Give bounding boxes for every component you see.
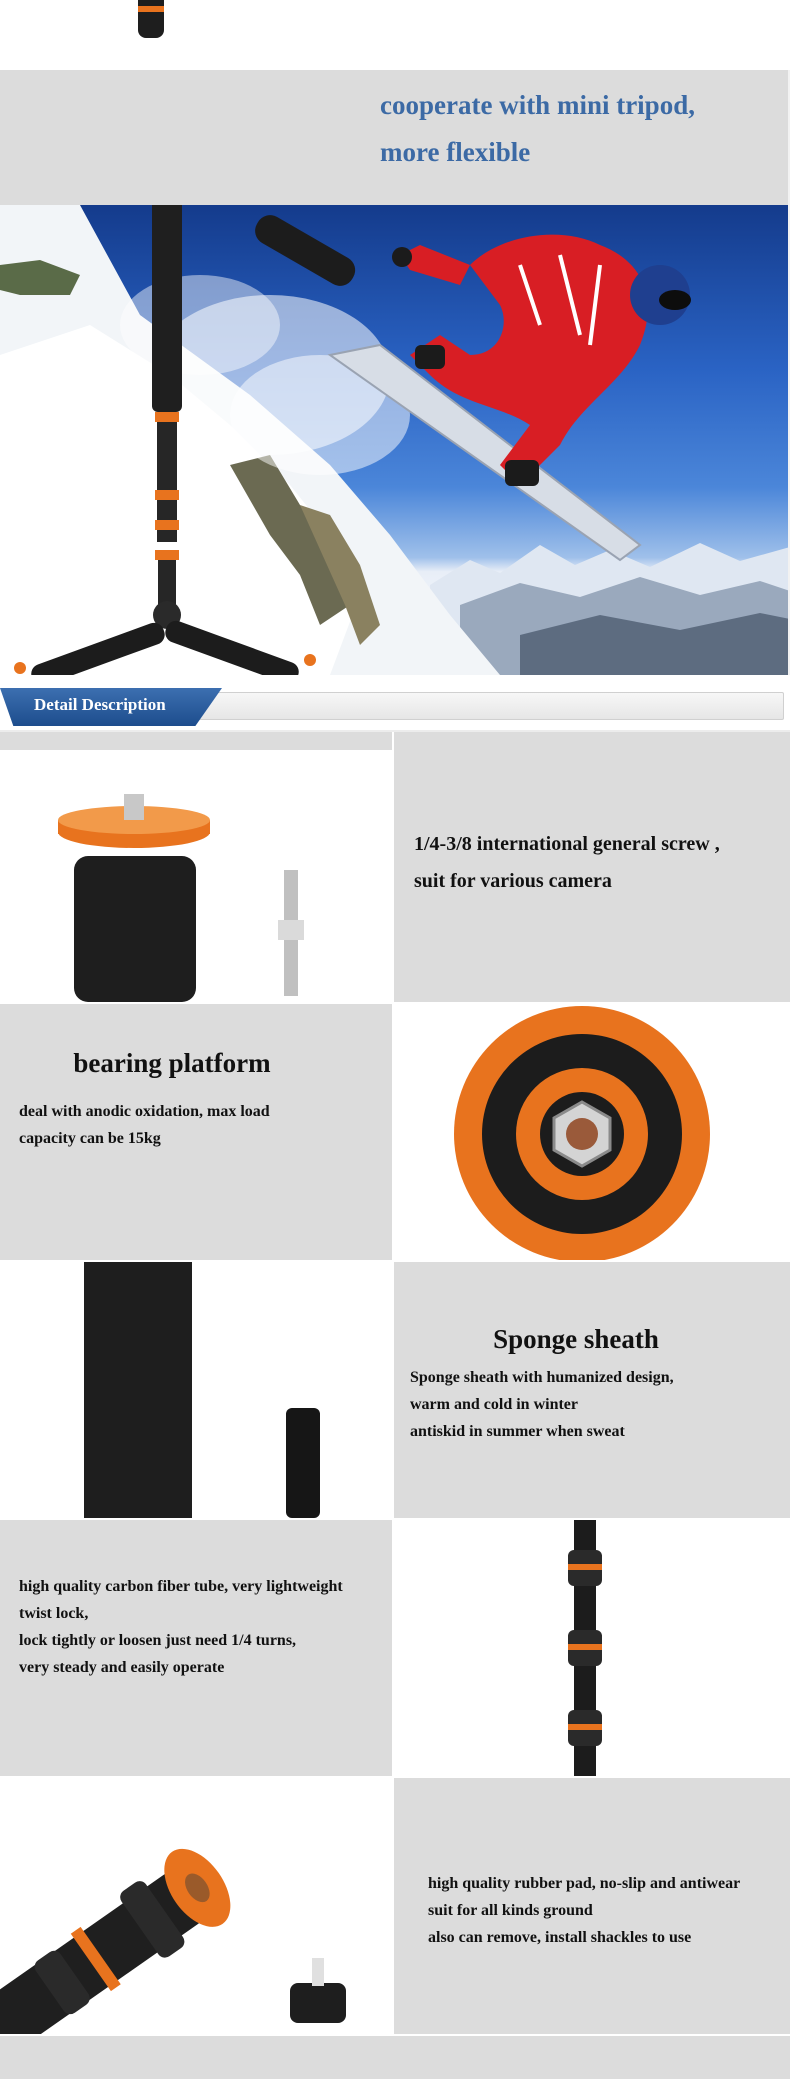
bottom-divider: [0, 2034, 790, 2036]
rubber-line-2: suit for all kinds ground: [428, 1902, 593, 1919]
hero-title: [380, 82, 780, 176]
bearing-line-2: capacity can be 15kg: [19, 1130, 161, 1147]
tube-line-4: very steady and easily operate: [19, 1659, 225, 1676]
hero-title-line-1: cooperate with mini tripod,: [380, 90, 695, 120]
sponge-illustration: [0, 1262, 392, 1518]
sponge-sheath-image: [0, 1262, 392, 1518]
sponge-line-2: warm and cold in winter: [410, 1396, 578, 1413]
monopod-with-tripod-image: [0, 205, 380, 675]
tube-description: [19, 1573, 387, 1681]
top-product-stub: [0, 0, 790, 70]
rubber-line-1: high quality rubber pad, no-slip and antiwear: [428, 1875, 741, 1892]
screw-line-1: 1/4-3/8 international general screw ,: [414, 833, 720, 855]
bearing-description: [19, 1098, 379, 1152]
screw-image: [0, 750, 392, 1002]
row-divider: [392, 732, 394, 1002]
section-header-rule: [120, 692, 784, 720]
sponge-heading: Sponge sheath: [493, 1324, 659, 1354]
carbon-tube-image: [394, 1520, 790, 1776]
rubber-pad-illustration: [0, 1778, 392, 2034]
screw-description: [414, 826, 784, 900]
monopod-foot-ring: [138, 6, 164, 12]
bearing-platform-image: [394, 1004, 790, 1260]
snowboarder-hero-image: [0, 205, 790, 675]
screw-illustration: [0, 750, 392, 1002]
sponge-line-1: Sponge sheath with humanized design,: [410, 1369, 674, 1386]
tube-line-1: high quality carbon fiber tube, very lightweight: [19, 1578, 343, 1595]
sponge-line-3: antiskid in summer when sweat: [410, 1423, 625, 1440]
bearing-illustration: [394, 1004, 790, 1260]
bottom-strip: [0, 2036, 790, 2079]
rubber-pad-image: [0, 1778, 392, 2034]
hero-title-line-2: more flexible: [380, 137, 531, 167]
section-tab-label: Detail Description: [34, 695, 166, 714]
tube-line-3: lock tightly or loosen just need 1/4 turns,: [19, 1632, 297, 1649]
bearing-heading: bearing platform: [73, 1048, 271, 1078]
sponge-description: [410, 1364, 782, 1445]
rubber-line-3: also can remove, install shackles to use: [428, 1929, 692, 1946]
tube-line-2: twist lock,: [19, 1605, 89, 1622]
screw-line-2: suit for various camera: [414, 870, 612, 892]
bearing-line-1: deal with anodic oxidation, max load: [19, 1103, 270, 1120]
rubber-description: [428, 1870, 784, 1951]
tube-illustration: [394, 1520, 790, 1776]
